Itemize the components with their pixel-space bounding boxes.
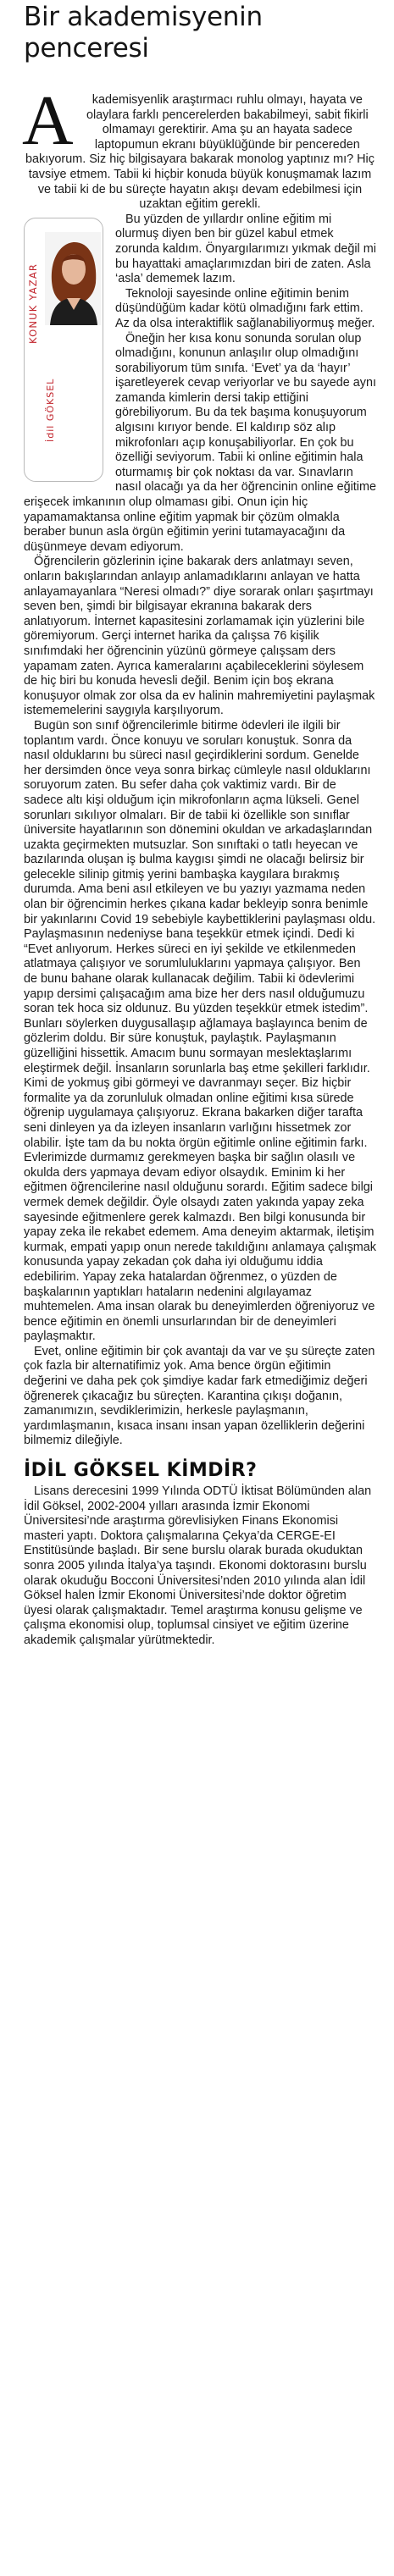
paragraph: Bu yüzden de yıllardır online eğitim mi olurmuş diyen ben bir güzel kabul etmek zorunda kaldım. Önyargılarımızı yıkmak değil mi bu hayattaki amaçlarımızdan biri de zaten. Asla ‘asla’ dememek lazım. (115, 212, 376, 286)
bio-paragraph: Lisans derecesini 1999 Yılında ODTÜ İktisat Bölümünden alan İdil Göksel, 2002-2004 yılları arasında İzmir Ekonomi Üniversitesi’nde araştırma görevlisiyken Finans Ekonomisi masteri yaptı. Doktora çalışmalarına Çekya’da CERGE-EI Enstitüsünde başladı. Bir sene burslu olarak burada okuduktan sonra 2005 yılında İtalya’ya taşındı. Ekonomi doktorasını burslu olarak okuduğu Bocconi Üniversitesi’nden 2010 yılında alan İdil Göksel halen İzmir Ekonomi Üniversitesi’nde doktor öğretim üyesi olarak çalışmaktadır. Temel araştırma konusu gelişme ve çalışma ekonomisi olup, toplumsal cinsiyet ve eğitim üzerine akademik çalışmalar yürütmektedir. (24, 1484, 372, 1647)
bio-heading: İDİL GÖKSEL KİMDİR? (24, 1460, 258, 1482)
paragraph: Bugün son sınıf öğrencilerimle bitirme ödevleri ile ilgili bir toplantım vardı. Önce konuyu ve soruları konuştuk. Sonra da nasıl olduklarını bu süreci nasıl geçirdiklerini sordum. Genelde her dersimden önce veya sonra birkaç cümleyle nasıl olduklarını soruyorum zaten. Bu sefer daha çok vaktimiz vardı. Bir de sadece altı kişi olduğum için mikrofonların açma lükseli. Genel sorunları sıkılıyor olmaları. Bir de tabii ki özellikle son sınıflar üniversite hayatlarının son dönemini okuldan ve arkadaşlarından uzakta geçirmekten mutsuzlar. Son sınıftaki o tatlı heyecan ve bazılarında oluşan iş bulma kaygısı şimdi ne olacağı belirsiz bir gelecekle silinip gitmiş yerini bambaşka kaygılara bırakmış durumda. Ama beni asıl etkileyen ve bu yazıyı yazmama neden olan bir öğrencimin herkes çıkana kadar bekleyip sonra benimle bir yakınlarını Covid 19 sebebiyle kaybettiklerini paylaşması oldu. Paylaşmasının nedeniyse bana teşekkür etmek içindi. Dedi ki “Evet anlıyorum. Herkes süreci en iyi şekilde ve etkilenmeden atlatmaya çalışıyor ve sorumluluklarını yapmaya çalışıyor. Ben de bunu bahane olarak kullanacak değilim. Tabii ki ödevlerimi yapıp dersimi çalışacağım ama bize her ders nasıl olduğumuzu soran tek hoca siz oldunuz. Bu yüzden teşekkür etmek istedim”. Bunları söylerken duygusallaşıp ağlamaya başlayınca benim de gözlerim doldu. Bir süre konuştuk, paylaştık. Paylaşmanın güzelliğini hissettik. Amacım bunu sormayan meslektaşlarımı eleştirmek değil. İnsanların sorunlarla baş etme şekilleri farklıdır. Kimi de yokmuş gibi görmeyi ve davranmayı seçer. Biz hiçbir formalite ya da zorunluluk olmadan online eğitimi kısa sürede öğrenip uygulamaya çalışıyoruz. Ekrana bakarken diğer tarafta seni dinleyen ya da izleyen insanların varlığını hissetmek zor olabilir. İşte tam da bu nokta örgün eğitimle online eğitimin farkı. Evlerimizde durmamız gerekmeyen başka bir sağlın olasılı ve okulda ders yapmaya devam ediyor olsaydık. Eminim ki her eğitmen öğrencilerine nasıl olduğunu sorardı. Eğitim sadece bilgi vermek demek değildir. Öyle olsaydı zaten yakında yapay zeka sayesinde eğitmenlere gerek kalmazdı. Ben bilgi konusunda bir yapay zeka ile rekabet edemem. Ama deneyim aktarmak, iletişim kurmak, empati yapıp onun nerede takıldığını anlamaya çalışmak konusunda yapay zekadan çok daha iyi olduğumu iddia edebilirim. Yapay zeka hatalardan öğrenmez, o yüzden de başkalarının yaptıkları hataların nedenini algılayamaz muhtemelen. Ama insan olarak bu deneyimlerden öğreniyoruz ve bence eğitimin en önemli unsurlarından bir de deneyimleri paylaşmaktır. (24, 718, 376, 1344)
article-lead-paragraph (22, 81, 376, 213)
paragraph: Evet, online eğitimin bir çok avantajı da var ve şu süreçte zaten çok fazla bir alternatifimiz yok. Ama bence örgün eğitimin değerini ve daha pek çok şimdiye kadar fark etmediğimiz değeri öğrenerek çıkacağız bu süreçten. Karantina çıkışı doğanın, zamanımızın, sevdiklerimizin, herkesle paylaşmanın, yardımlaşmanın, kısaca insanı insan yapan özelliklerin değerini bilmemiz dileğiyle. (24, 1344, 375, 1448)
paragraph: Teknoloji sayesinde online eğitimin benim düşündüğüm kadar kötü olmadığını fark ettim. Az da olsa interaktiflik sağlanabiliyormuş meğer. (115, 286, 375, 330)
guest-author-label: KONUK YAZAR (27, 263, 39, 344)
author-portrait-icon (45, 232, 101, 325)
article-title: Bir akademisyenin penceresi (24, 2, 263, 64)
author-last-name: GÖKSEL (45, 378, 56, 421)
lead-text: kademisyenlik araştırmacı ruhlu olmayı, hayata ve olaylara farklı pencerelerden bakabilmeyi, sabit fikirli olmamayı gerektirir. Ama şu an hayata sadece laptopumun ekranı büyüklüğünde bir pencereden bakıyorum. Siz hiç bilgisayara bakarak monolog yaptınız mı? Hiç tavsiye etmem. Tabii ki hiçbir konuda büyük konuşmamak lazım ve tabii ki de bu süreçte hayatın akışı devam edebilmesi için uzaktan eğitim gerekli. (25, 93, 375, 212)
drop-cap: A (22, 81, 74, 160)
article-body (22, 81, 376, 1649)
guest-author-name (43, 368, 58, 452)
paragraph: Öğrencilerin gözlerinin içine bakarak ders anlatmayı seven, onların bakışlarından anlayıp anlamadıklarını anlayan ve hatta anlayamayanlara “Neresi olmadı?” diye sorarak onları şaşırtmayı seven ben, şimdi bir bilgisayar ekranına bakarak ders anlatıyorum. İnternet kapasitesini zorlamamak için yüzlerini bile göremiyorum. Gerçi internet harika da çalışsa 76 kişilik sınıfımdaki her öğrencinin yüzünü görmeye çalışsam ders yapamam zaten. Ayrıca kameralarını açabileceklerini söylesem de hiç biri bu konuda hevesli değil. Benim için boş ekrana konuşuyor olmak zor olsa da ev halinin mahremiyetini paylaşmak istememelerini saygıyla karşılıyorum. (24, 555, 375, 718)
paragraph: Öneğin her kısa konu sonunda sorulan olup olmadığını, konunun anlaşılır olup olmadığını sorabiliyorum tüm sınıfa. ‘Evet’ ya da ‘hayır’ işaretleyerek cevap veriyorlar ve bu sayede aynı zamanda kimlerin dersi takip ettiğini görebiliyorum. Bu da tek başıma konuşuyorum algısını kırıyor bende. El kaldırıp söz alıp mikrofonları açıp konuşabiliyorlar. En çok bu özelliği seviyorum. Tabii ki online eğitimin hala oturmamış bir çok noktası da var. Sınavların nasıl olacağı ya da her öğrencinin online eğitime erişecek imkanının olup olmaması gibi. Onun için hiç yapamamaktansa online eğitim yapmak bir çözüm olmakla beraber bunun asla örgün eğitimin yerini tutamayacağını da düşünmeye devam ediyorum. (24, 331, 376, 554)
guest-author-box (24, 218, 103, 482)
author-first-name: İdil (45, 424, 56, 442)
